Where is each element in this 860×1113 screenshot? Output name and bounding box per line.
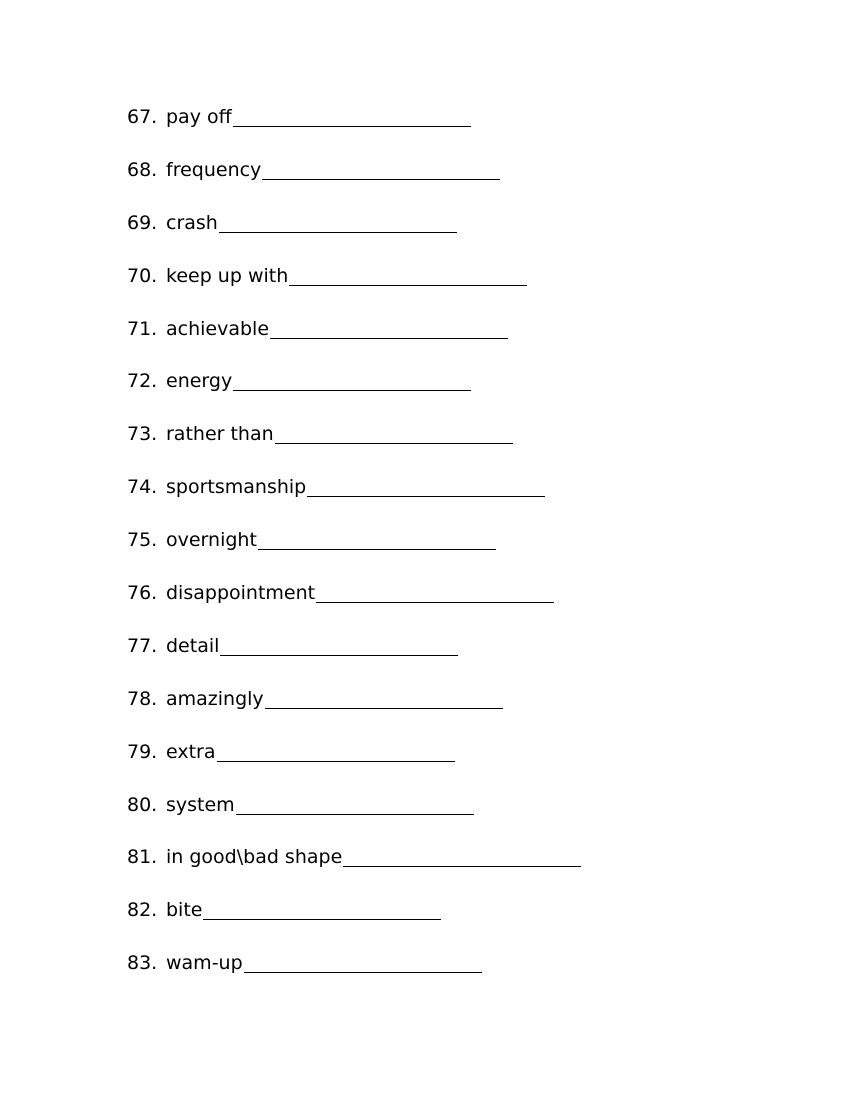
list-item <box>127 580 581 633</box>
list-item <box>127 633 581 686</box>
answer-blank <box>262 157 500 180</box>
answer-blank <box>289 263 527 286</box>
item-number: 71. <box>127 317 158 340</box>
item-term: achievable <box>166 317 270 340</box>
item-number: 69. <box>127 211 158 234</box>
item-term: pay off <box>166 106 232 128</box>
list-item <box>127 844 581 897</box>
answer-blank <box>270 316 508 339</box>
answer-blank <box>220 633 458 656</box>
item-number: 70. <box>127 264 158 287</box>
item-number: 78. <box>127 687 158 710</box>
answer-blank <box>275 421 513 444</box>
list-item <box>127 157 581 210</box>
answer-blank <box>236 792 474 815</box>
list-item <box>127 210 581 263</box>
item-number: 68. <box>127 158 158 181</box>
item-term: extra <box>166 740 216 763</box>
list-item <box>127 950 581 1003</box>
item-term: crash <box>166 211 218 234</box>
vocabulary-list <box>127 104 581 1003</box>
answer-blank <box>217 739 455 762</box>
item-number: 79. <box>127 740 158 763</box>
item-term: overnight <box>166 529 257 552</box>
item-number: 83. <box>127 952 158 975</box>
item-number: 73. <box>127 423 158 446</box>
item-term: amazingly <box>166 687 264 710</box>
list-item <box>127 421 581 474</box>
answer-blank <box>244 950 482 973</box>
item-number: 75. <box>127 529 158 552</box>
list-item <box>127 792 581 845</box>
item-number: 74. <box>127 476 158 499</box>
list-item <box>127 316 581 369</box>
item-term: system <box>166 793 235 816</box>
answer-blank <box>316 580 554 603</box>
item-term: detail <box>166 634 220 657</box>
list-item <box>127 368 581 421</box>
item-term: bite <box>166 899 203 922</box>
answer-blank <box>233 368 471 391</box>
answer-blank <box>203 897 441 920</box>
answer-blank <box>258 527 496 550</box>
item-term: wam-up <box>166 952 243 975</box>
answer-blank <box>233 104 471 127</box>
item-term: disappointment <box>166 582 316 605</box>
list-item <box>127 527 581 580</box>
answer-blank <box>265 686 503 709</box>
answer-blank <box>307 474 545 497</box>
item-term: rather than <box>166 423 274 446</box>
list-item <box>127 263 581 316</box>
item-number: 76. <box>127 582 158 605</box>
item-term: frequency <box>166 158 262 181</box>
list-item <box>127 686 581 739</box>
item-number: 77. <box>127 634 158 657</box>
list-item <box>127 739 581 792</box>
item-number: 81. <box>127 846 158 869</box>
answer-blank <box>343 844 581 867</box>
answer-blank <box>219 210 457 233</box>
item-number: 72. <box>127 370 158 393</box>
item-number: 80. <box>127 793 158 816</box>
item-term: keep up with <box>166 264 289 287</box>
list-item <box>127 474 581 527</box>
item-term: energy <box>166 370 233 393</box>
item-term: in good\bad shape <box>166 846 343 869</box>
item-number: 82. <box>127 899 158 922</box>
list-item <box>127 897 581 950</box>
list-item <box>127 104 581 157</box>
item-number: 67. <box>127 106 158 128</box>
item-term: sportsmanship <box>166 476 307 499</box>
